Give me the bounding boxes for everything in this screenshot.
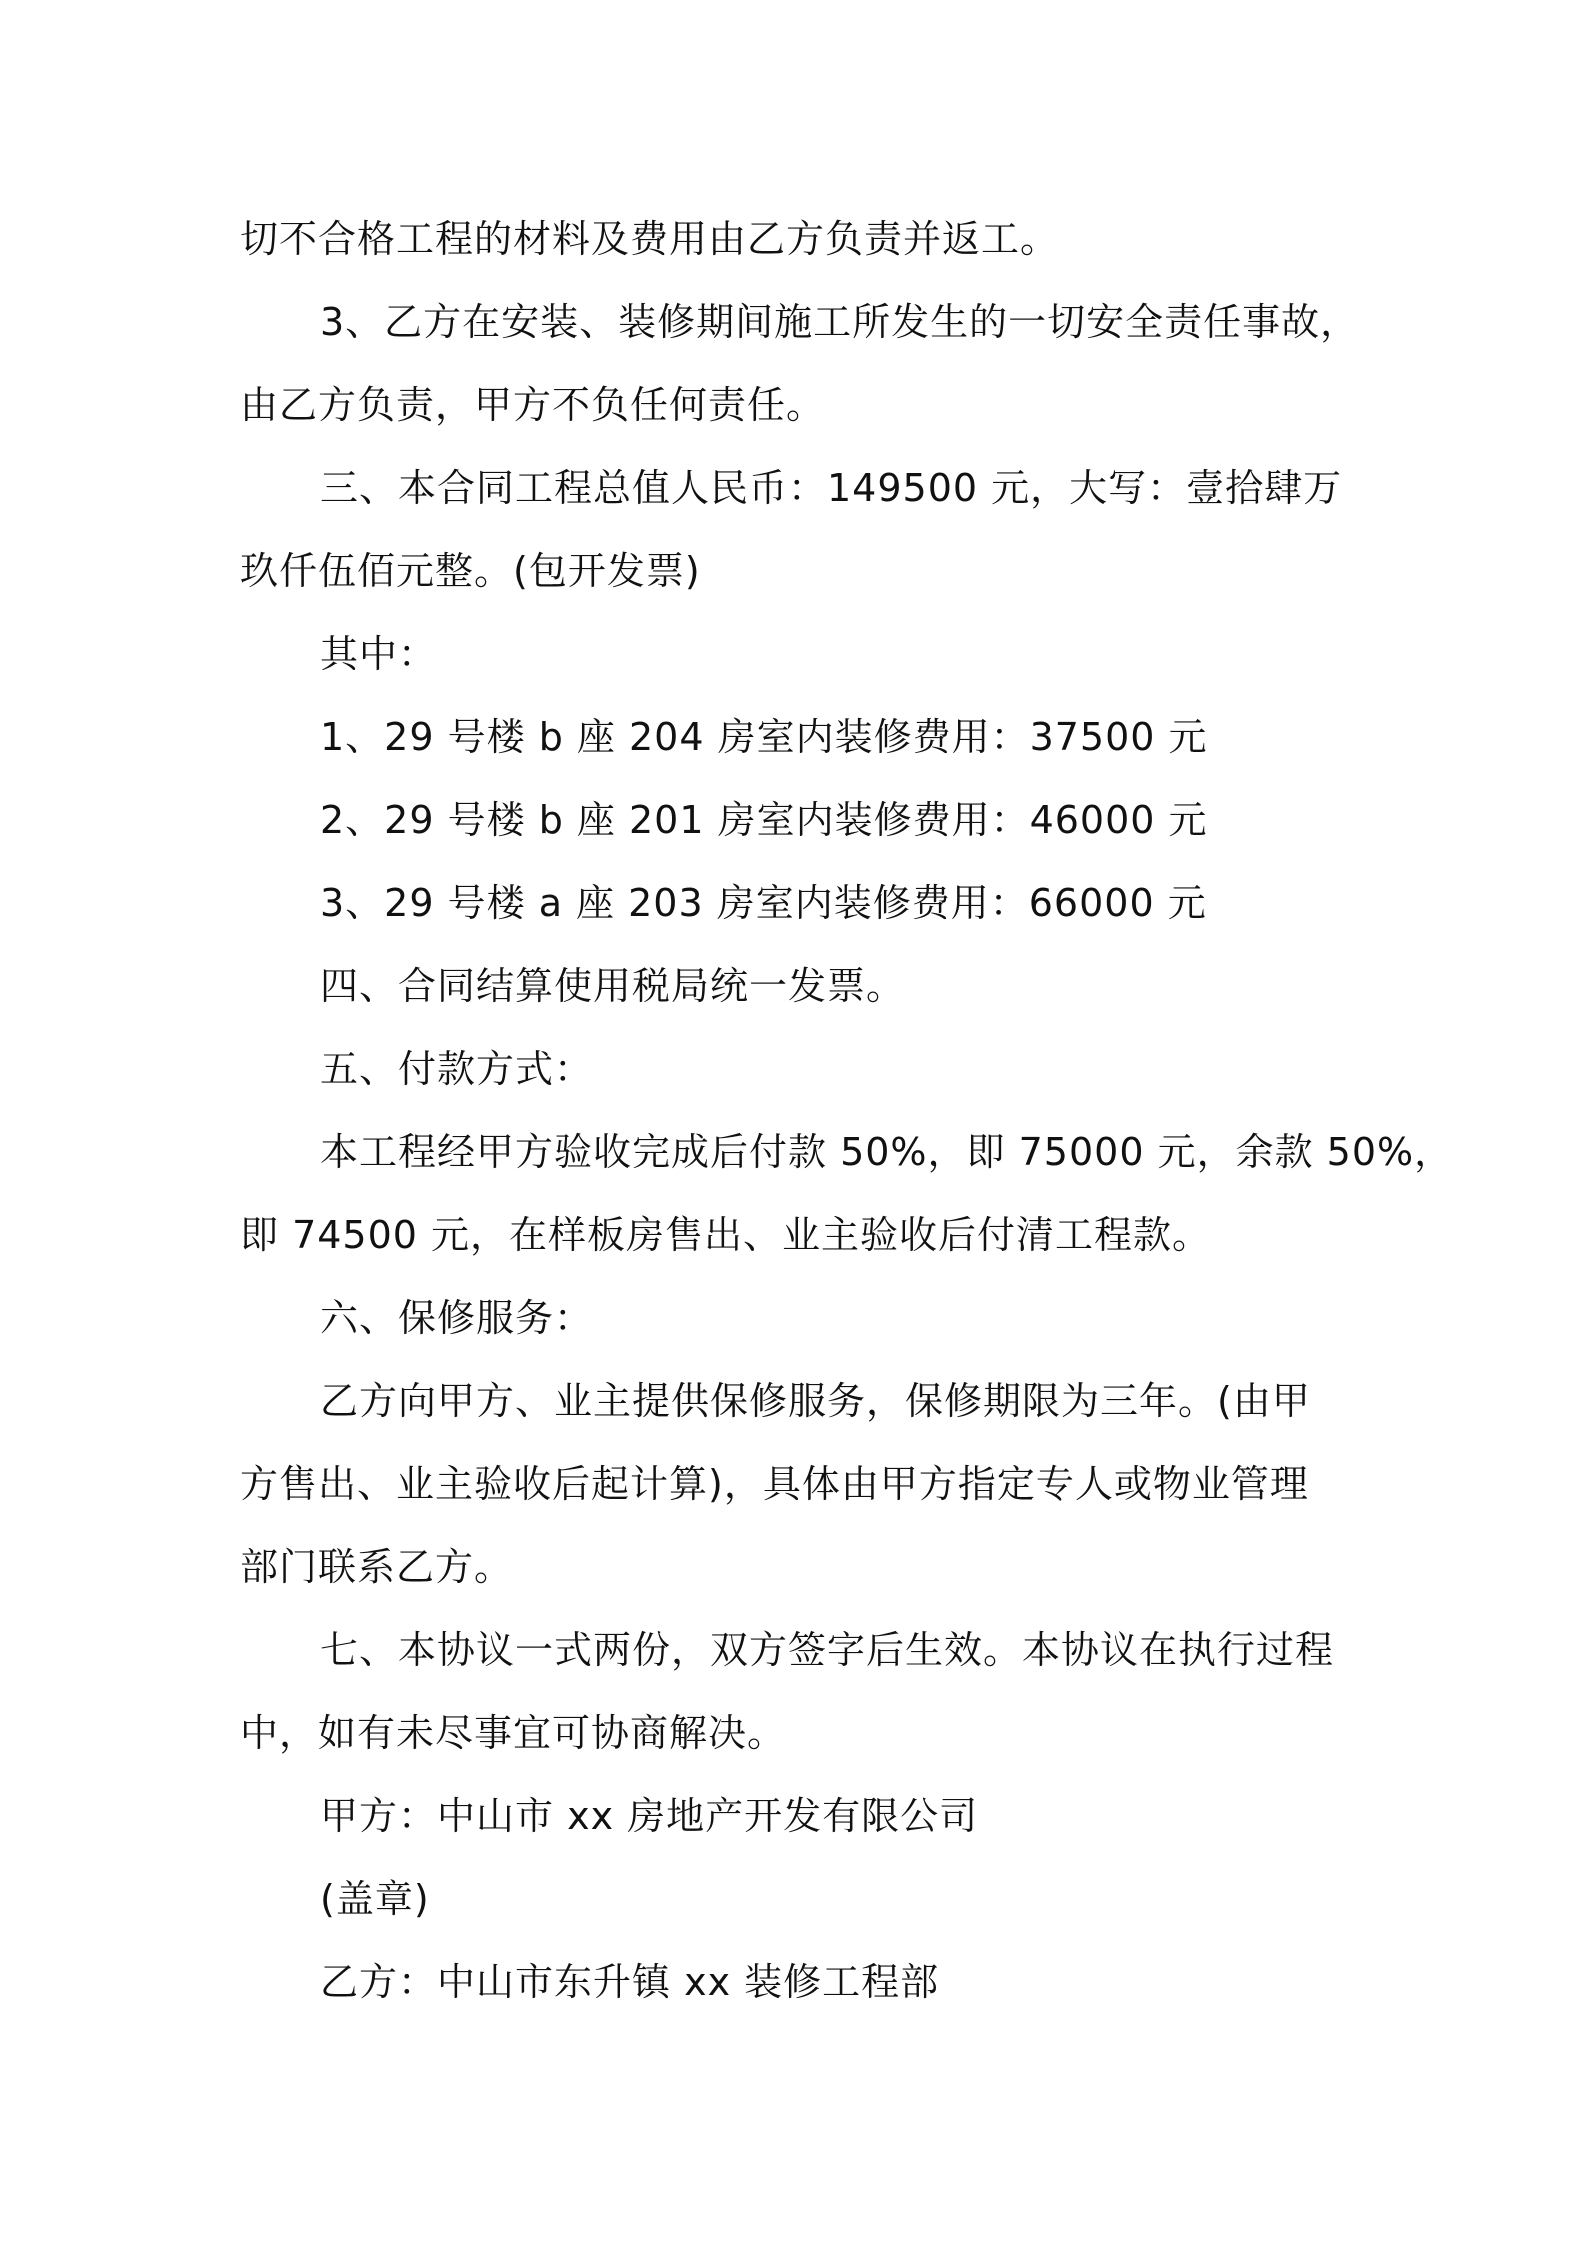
text-line: 1、29 号楼 b 座 204 房室内装修费用：37500 元 [320,715,1208,759]
text-line: 3、乙方在安装、装修期间施工所发生的一切安全责任事故， [320,300,1360,344]
text-line: 七、本协议一式两份，双方签字后生效。本协议在执行过程 [320,1628,1335,1672]
text-line: 即 74500 元，在样板房售出、业主验收后付清工程款。 [240,1213,1212,1257]
party-a-line: 甲方：中山市 xx 房地产开发有限公司 [320,1794,979,1838]
text-line: 三、本合同工程总值人民币：149500 元，大写：壹拾肆万 [320,466,1343,510]
text-line: 中，如有未尽事宜可协商解决。 [240,1711,787,1755]
seal-note: (盖章) [320,1877,430,1921]
text-line: 乙方向甲方、业主提供保修服务，保修期限为三年。(由甲 [320,1379,1311,1423]
text-line: 由乙方负责，甲方不负任何责任。 [240,383,826,427]
text-line: 3、29 号楼 a 座 203 房室内装修费用：66000 元 [320,881,1207,925]
text-line: 部门联系乙方。 [240,1545,514,1589]
text-line: 四、合同结算使用税局统一发票。 [320,964,906,1008]
text-line: 切不合格工程的材料及费用由乙方负责并返工。 [240,217,1060,261]
text-line: 玖仟伍佰元整。(包开发票) [240,549,701,593]
text-line: 五、付款方式： [320,1047,594,1091]
text-line: 方售出、业主验收后起计算)，具体由甲方指定专人或物业管理 [240,1462,1309,1506]
document-body [240,198,1454,2024]
party-b-line: 乙方：中山市东升镇 xx 装修工程部 [320,1960,940,2004]
text-line: 本工程经甲方验收完成后付款 50%，即 75000 元，余款 50%， [320,1130,1454,1174]
text-line: 2、29 号楼 b 座 201 房室内装修费用：46000 元 [320,798,1208,842]
text-line: 其中： [320,632,438,676]
text-line: 六、保修服务： [320,1296,594,1340]
